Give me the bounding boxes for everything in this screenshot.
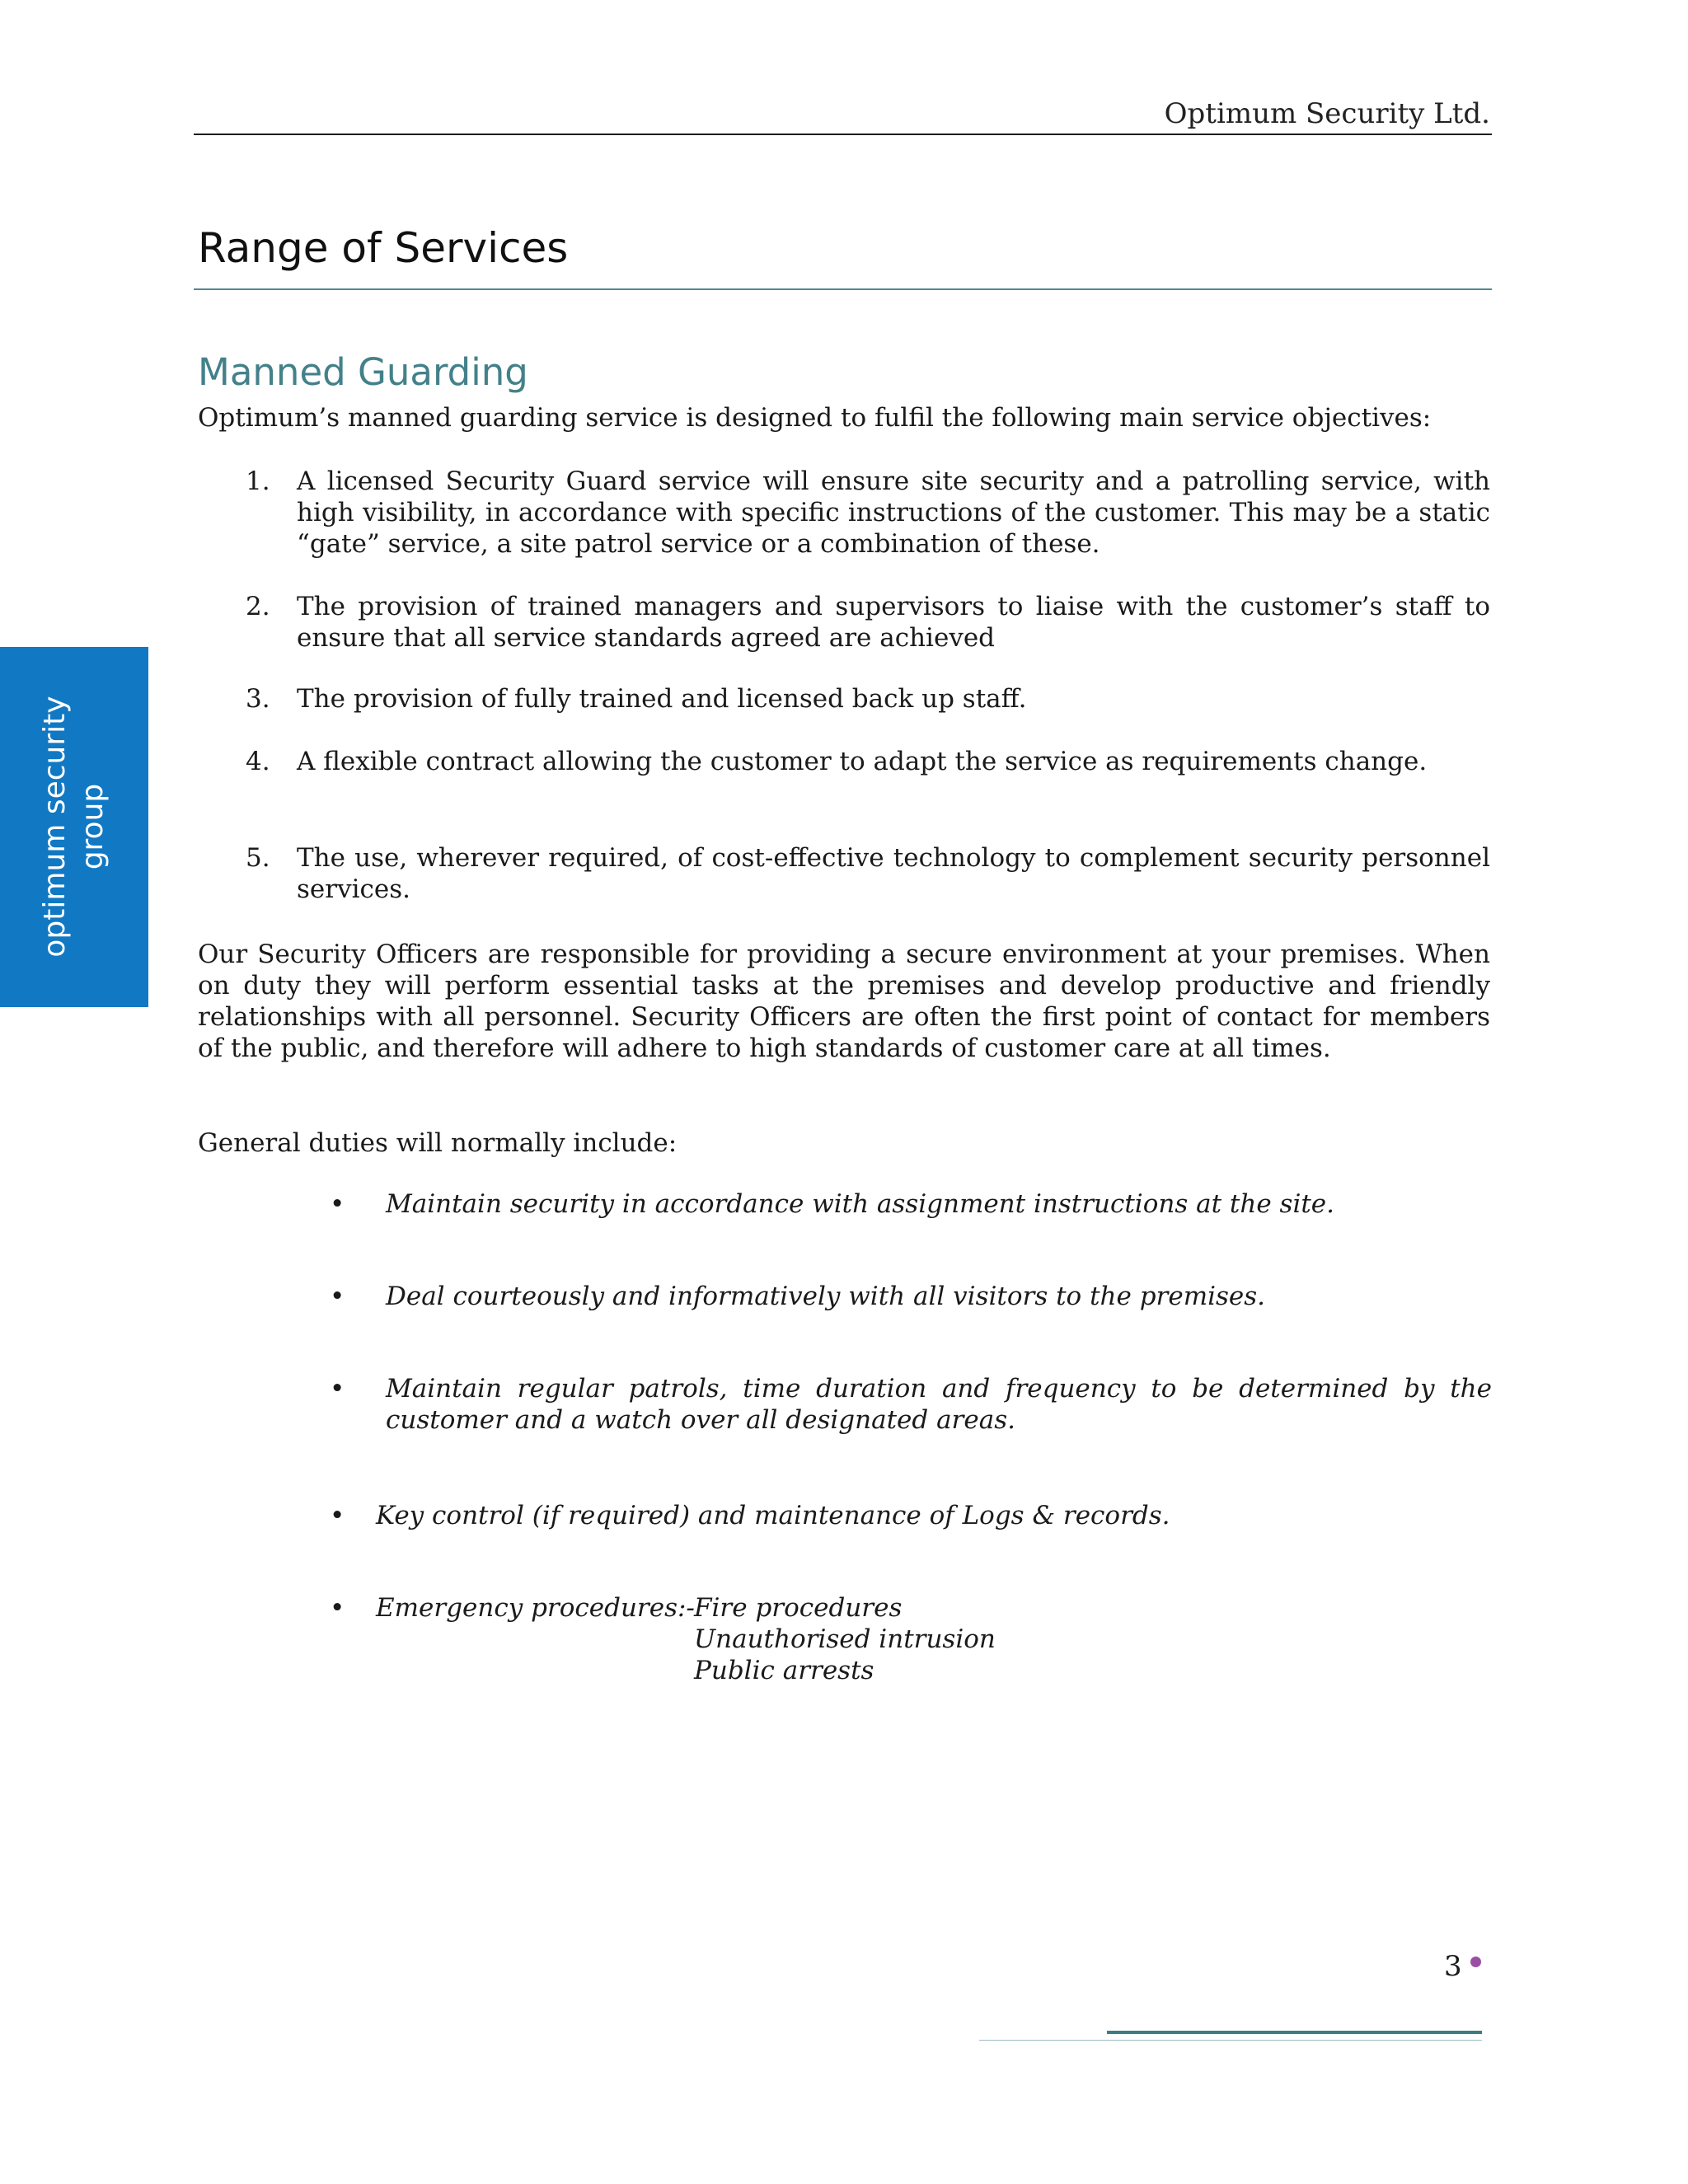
duty-text: Key control (if required) and maintenance of Logs & records. — [376, 1501, 1170, 1530]
objective-number: 1. — [246, 466, 270, 496]
title-divider — [194, 288, 1492, 290]
emergency-procedure: Fire procedures — [694, 1593, 903, 1623]
section-heading: Manned Guarding — [198, 350, 528, 394]
objective-number: 3. — [246, 684, 270, 714]
objective-number: 5. — [246, 843, 270, 873]
bullet-icon: • — [330, 1593, 345, 1623]
duty-text: Deal courteously and informatively with all visitors to the premises. — [386, 1282, 1266, 1311]
objective-item — [246, 746, 1490, 777]
duty-item — [330, 1188, 1492, 1220]
officers-paragraph: Our Security Officers are responsible for providing a secure environment at your premises. When on duty they will perform essential tasks at the premises and develop productive and friendly relationships with all personnel. Security Officers are often the first point of contact for members of the public, and therefore will adhere to high standards of customer care at all times. — [198, 940, 1490, 1063]
objective-text: The provision of fully trained and licensed back up staff. — [297, 684, 1027, 714]
objective-number: 4. — [246, 747, 270, 776]
bullet-icon: • — [330, 1189, 345, 1219]
duty-item — [330, 1373, 1492, 1436]
objective-text: The provision of trained managers and supervisors to liaise with the customer’s staff to ensure that all service standards agreed are achieved — [297, 592, 1490, 653]
objective-text: The use, wherever required, of cost-effective technology to complement security personnel services. — [297, 843, 1490, 904]
objective-text: A flexible contract allowing the customer to adapt the service as requirements change. — [297, 747, 1428, 776]
objective-item — [246, 466, 1490, 560]
emergency-procedure-list — [694, 1592, 996, 1686]
objective-item — [246, 591, 1490, 654]
header-divider — [194, 134, 1492, 135]
objective-text: A licensed Security Guard service will ensure site security and a patrolling service, with high visibility, in accordance with specific instructions of the customer. This may be a static “gate” service, a site patrol service or a combination of these. — [297, 466, 1490, 559]
bullet-icon: • — [330, 1374, 345, 1404]
side-tab-line: optimum security — [38, 696, 72, 958]
duty-item — [330, 1281, 1492, 1312]
objective-number: 2. — [246, 592, 270, 621]
footer-rule — [979, 2040, 1482, 2041]
duty-text: Maintain regular patrols, time duration and frequency to be determined by the customer and a watch over all designated areas. — [386, 1374, 1492, 1435]
header-company-name: Optimum Security Ltd. — [1164, 97, 1490, 130]
bullet-icon: • — [330, 1282, 345, 1311]
objective-item — [246, 683, 1490, 715]
duties-intro: General duties will normally include: — [198, 1128, 678, 1158]
objective-item — [246, 842, 1490, 905]
side-tab-text — [36, 696, 112, 957]
side-tab-line: group — [76, 783, 110, 870]
side-tab — [0, 647, 148, 1007]
duty-text: Maintain security in accordance with assignment instructions at the site. — [386, 1189, 1335, 1219]
section-intro: Optimum’s manned guarding service is designed to fulfil the following main service objectives: — [198, 403, 1432, 433]
dot-icon — [1470, 1957, 1481, 1967]
footer-rule — [1107, 2031, 1482, 2034]
page-number: 3 — [1444, 1950, 1462, 1983]
duty-item — [330, 1500, 1492, 1531]
emergency-procedure: Unauthorised intrusion — [694, 1624, 996, 1654]
emergency-label: Emergency procedures:- — [376, 1593, 695, 1623]
page-title: Range of Services — [198, 224, 569, 272]
bullet-icon: • — [330, 1501, 345, 1530]
emergency-procedure: Public arrests — [694, 1656, 874, 1685]
